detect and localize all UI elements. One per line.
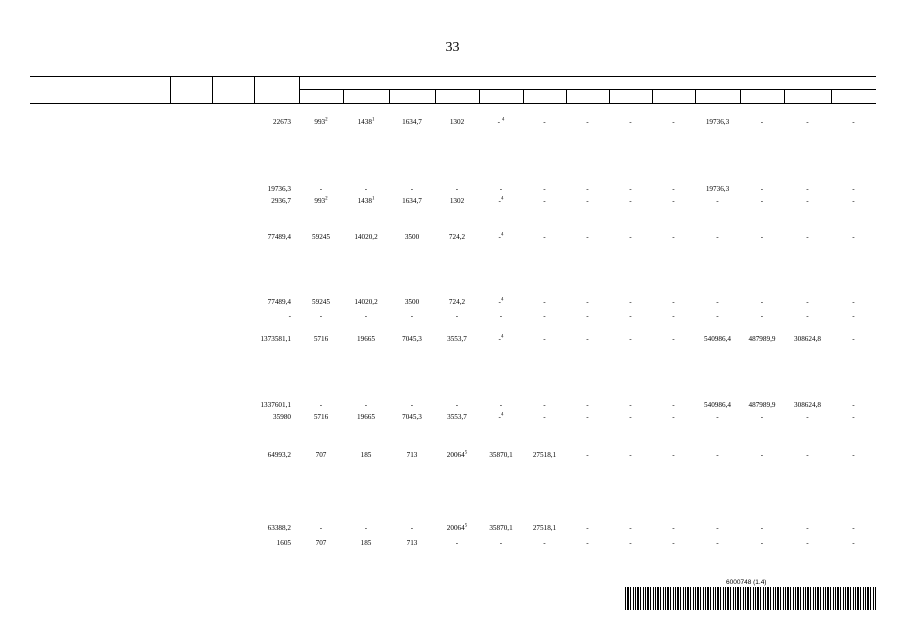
column-divider (566, 89, 567, 103)
build-year-value: 487989,9 (748, 401, 776, 409)
column-divider (609, 89, 610, 103)
proj-year-value: - (852, 539, 855, 547)
proj-year-value: - (760, 413, 764, 421)
proj-year-value: - (760, 312, 764, 320)
proj-total-value: 2936,7 (271, 197, 291, 205)
build-year-value: - (319, 401, 323, 409)
build-year-value: 14020,2 (354, 298, 378, 306)
proj-year-value: 1302 (449, 197, 465, 205)
build-year-value: - (672, 185, 675, 193)
proj-year-value: - (716, 197, 719, 205)
total-year-value: - (852, 335, 855, 343)
total-year-value: 707 (315, 451, 327, 459)
build-year-value: - (629, 524, 632, 532)
build-year-value: - (672, 401, 675, 409)
column-divider (523, 89, 524, 103)
total-year-value: 1634,7 (402, 118, 422, 126)
proj-year-value: - (586, 312, 589, 320)
proj-year-value: - (455, 539, 459, 547)
total-year-value: 59245 (312, 233, 330, 241)
proj-year-value: - (760, 197, 764, 205)
build-year-value: 540986,4 (704, 401, 731, 409)
proj-year-value: 707 (315, 539, 327, 547)
build-year-value: - (806, 185, 809, 193)
total-year-value: - (716, 451, 719, 459)
build-year-value: 27518,1 (532, 524, 557, 532)
total-year-value: - (543, 118, 546, 126)
column-divider (299, 76, 300, 103)
build-year-value: - (410, 401, 414, 409)
proj-year-value: 19665 (357, 413, 375, 421)
proj-year-value: - (629, 539, 632, 547)
build-year-value: - (806, 298, 809, 306)
page-number: 33 (445, 40, 460, 55)
total-year-value: - (760, 451, 764, 459)
build-year-value: - (410, 524, 414, 532)
column-divider (695, 89, 696, 103)
proj-year-value: - (806, 413, 809, 421)
total-year-value: - (806, 233, 809, 241)
build-year-value: - (499, 401, 503, 409)
proj-year-value: - (499, 312, 503, 320)
build-year-value: - (543, 185, 546, 193)
build-year-value: - (410, 185, 414, 193)
build-year-value: - (499, 185, 503, 193)
build-year-value: - (672, 298, 675, 306)
build-year-value: - (629, 298, 632, 306)
proj-year-value: - (364, 312, 368, 320)
build-year-value: - (852, 524, 855, 532)
total-year-value: -$^4$ (498, 334, 504, 343)
proj-year-value: - (543, 312, 546, 320)
proj-year-value: - (629, 413, 632, 421)
proj-year-value: - (716, 413, 719, 421)
total-year-value: - $^4$ (497, 117, 505, 126)
build-year-value: - (629, 185, 632, 193)
proj-year-value: - (629, 312, 632, 320)
total-year-value: 724,2 (448, 233, 466, 241)
total-year-value: 540986,4 (704, 335, 731, 343)
build-year-value: 3500 (404, 298, 420, 306)
proj-year-value: -$^4$ (498, 412, 504, 421)
build-year-value: - (852, 185, 855, 193)
build-year-value: - (543, 401, 546, 409)
total-year-value: - (672, 233, 675, 241)
build-year-value: - (716, 298, 719, 306)
total-year-value: - (629, 118, 632, 126)
proj-year-value: - (672, 197, 675, 205)
total-year-value: 20064$^5$ (446, 450, 468, 459)
build-year-value: - (760, 524, 764, 532)
column-divider (254, 76, 255, 103)
total-year-value: - (672, 451, 675, 459)
proj-total-value: - (288, 312, 291, 320)
proj-year-value: 3553,7 (447, 413, 467, 421)
proj-year-value: 1438$^1$ (357, 196, 375, 205)
proj-year-value: - (672, 312, 675, 320)
build-year-value: - (319, 524, 323, 532)
column-divider (652, 89, 653, 103)
proj-year-value: - (586, 197, 589, 205)
build-year-value: -$^4$ (498, 297, 504, 306)
proj-year-value: - (499, 539, 503, 547)
total-year-value: - (629, 335, 632, 343)
build-year-value: 724,2 (448, 298, 466, 306)
build-year-value: - (760, 185, 764, 193)
proj-year-value: 713 (406, 539, 418, 547)
column-divider (343, 89, 344, 103)
total-year-value: 3553,7 (447, 335, 467, 343)
total-year-value: 713 (406, 451, 418, 459)
total-year-value: - (806, 451, 809, 459)
total-total-value: 22673 (273, 118, 291, 126)
barcode (625, 587, 876, 610)
total-year-value: - (672, 335, 675, 343)
total-year-value: - (716, 233, 719, 241)
build-year-value: - (543, 298, 546, 306)
build-year-value: - (806, 524, 809, 532)
build-year-value: - (364, 401, 368, 409)
proj-total-value: 1605 (276, 539, 291, 547)
total-total-value: 1373581,1 (260, 335, 291, 343)
total-year-value: - (586, 335, 589, 343)
total-year-value: - (852, 451, 855, 459)
total-year-value: 308624,8 (794, 335, 821, 343)
column-divider (170, 76, 171, 103)
proj-year-value: - (455, 312, 459, 320)
proj-year-value: - (806, 312, 809, 320)
column-divider (740, 89, 741, 103)
proj-year-value: - (672, 413, 675, 421)
proj-year-value: - (806, 197, 809, 205)
column-divider (831, 89, 832, 103)
proj-year-value: - (410, 312, 414, 320)
total-year-value: -$^4$ (498, 232, 504, 241)
total-year-value: 35870,1 (489, 451, 513, 459)
total-year-value: - (760, 233, 764, 241)
build-total-value: 77489,4 (267, 298, 291, 306)
build-year-value: 59245 (312, 298, 330, 306)
total-year-value: 1438$^1$ (357, 117, 375, 126)
build-year-value: 308624,8 (794, 401, 821, 409)
build-year-value: 19736,3 (705, 185, 730, 193)
total-year-value: - (672, 118, 675, 126)
build-year-value: - (364, 185, 368, 193)
build-year-value: - (586, 185, 589, 193)
column-divider (479, 89, 480, 103)
build-total-value: 19736,3 (267, 185, 291, 193)
total-year-value: - (629, 233, 632, 241)
total-year-value: 1302 (449, 118, 465, 126)
proj-year-value: - (543, 413, 546, 421)
proj-year-value: - (716, 312, 719, 320)
total-total-value: 77489,4 (267, 233, 291, 241)
total-year-value: - (543, 233, 546, 241)
barcode-label: 6000748 (1.4) (726, 579, 767, 586)
total-year-value: 185 (360, 451, 372, 459)
build-year-value: - (716, 524, 719, 532)
total-year-value: - (543, 335, 546, 343)
proj-year-value: - (543, 539, 546, 547)
build-year-value: - (364, 524, 368, 532)
total-year-value: 19665 (357, 335, 375, 343)
build-year-value: 20064$^5$ (446, 523, 468, 532)
build-year-value: - (586, 401, 589, 409)
total-year-value: 19736,3 (705, 118, 730, 126)
proj-year-value: - (586, 539, 589, 547)
column-divider (389, 89, 390, 103)
total-year-value: 7045,3 (402, 335, 422, 343)
proj-year-value: - (629, 197, 632, 205)
proj-year-value: - (586, 413, 589, 421)
proj-year-value: - (319, 312, 323, 320)
proj-year-value: - (852, 312, 855, 320)
total-year-value: - (629, 451, 632, 459)
total-year-value: 5716 (313, 335, 329, 343)
build-year-value: 35870,1 (489, 524, 513, 532)
column-divider (212, 76, 213, 103)
total-year-value: - (852, 118, 855, 126)
total-year-value: - (852, 233, 855, 241)
build-total-value: 63388,2 (267, 524, 291, 532)
rule-line (30, 76, 876, 77)
rule-line (299, 89, 876, 90)
build-year-value: - (852, 401, 855, 409)
build-year-value: - (852, 298, 855, 306)
proj-year-value: $993^2$ (314, 196, 328, 205)
column-divider (435, 89, 436, 103)
proj-year-value: - (760, 539, 764, 547)
proj-year-value: - (543, 197, 546, 205)
proj-year-value: 185 (360, 539, 372, 547)
total-total-value: 64993,2 (267, 451, 291, 459)
total-year-value: 3500 (404, 233, 420, 241)
proj-year-value: - (852, 413, 855, 421)
rule-line (30, 103, 876, 104)
proj-year-value: - (672, 539, 675, 547)
total-year-value: - (806, 118, 809, 126)
proj-year-value: 1634,7 (402, 197, 422, 205)
total-year-value: - (586, 118, 589, 126)
proj-year-value: 7045,3 (402, 413, 422, 421)
proj-year-value: -$^4$ (498, 196, 504, 205)
total-year-value: $993^2$ (314, 117, 328, 126)
build-year-value: - (319, 185, 323, 193)
build-year-value: - (455, 185, 459, 193)
total-year-value: - (586, 233, 589, 241)
build-year-value: - (760, 298, 764, 306)
proj-year-value: 5716 (313, 413, 329, 421)
total-year-value: - (586, 451, 589, 459)
proj-year-value: - (806, 539, 809, 547)
build-year-value: - (455, 401, 459, 409)
proj-total-value: 35980 (273, 413, 291, 421)
total-year-value: 27518,1 (532, 451, 557, 459)
proj-year-value: - (852, 197, 855, 205)
total-year-value: - (760, 118, 764, 126)
total-year-value: 14020,2 (354, 233, 378, 241)
build-year-value: - (586, 298, 589, 306)
build-year-value: - (629, 401, 632, 409)
build-total-value: 1337601,1 (260, 401, 291, 409)
column-divider (784, 89, 785, 103)
total-year-value: 487989,9 (748, 335, 776, 343)
proj-year-value: - (716, 539, 719, 547)
build-year-value: - (672, 524, 675, 532)
build-year-value: - (586, 524, 589, 532)
